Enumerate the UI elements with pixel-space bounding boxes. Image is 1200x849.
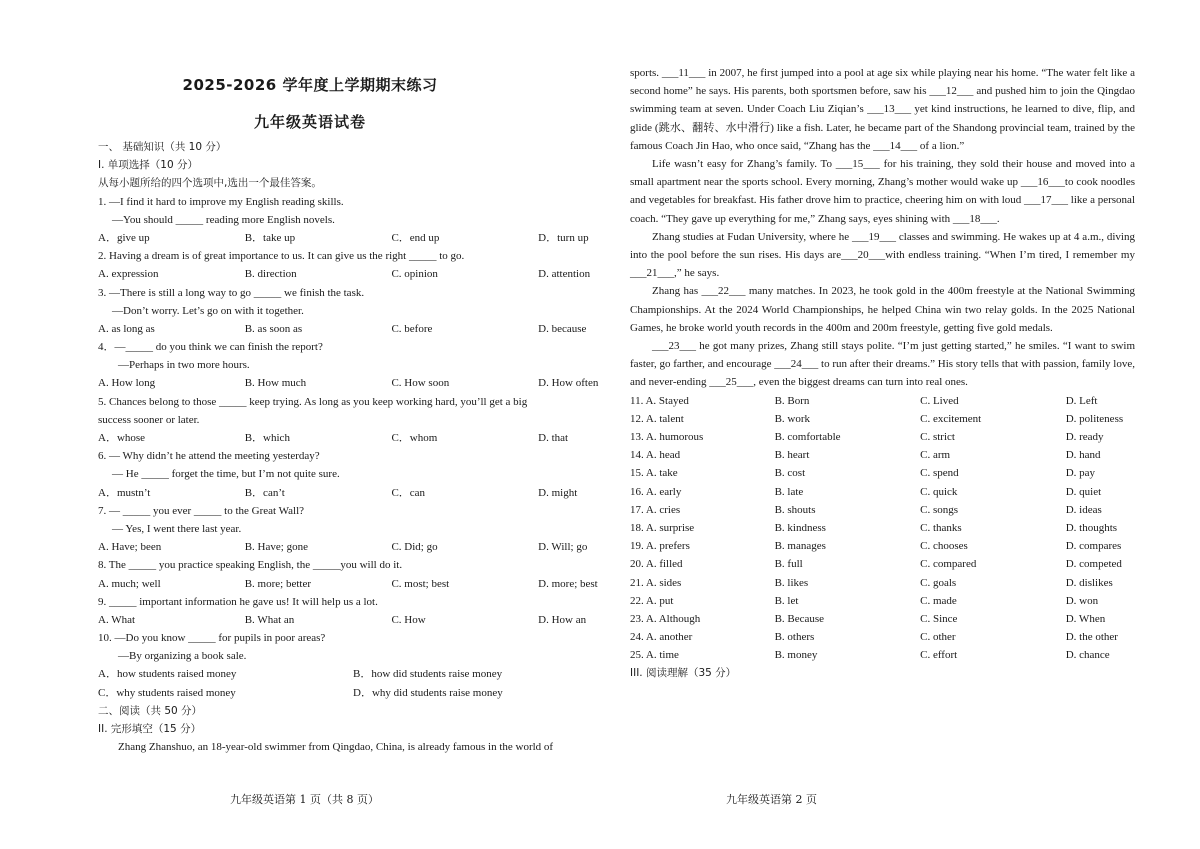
option-choice: D. might	[538, 486, 578, 499]
passage-paragraph: Zhang has ___22___ many matches. In 2023, he took gold in the 400m freestyle at the National Swimming Championships. At the 2024 World Championships, he helped China win two relay golds. In the 2025 National Games, he broke world youth records in the 400m and 200m freestyle, getting five gold medals.	[630, 285, 1135, 334]
answer-row	[630, 610, 1135, 628]
option-choice: C．end up	[391, 231, 440, 244]
option-choice: D. that	[538, 432, 569, 444]
passage-paragraph: Zhang studies at Fudan University, where he ___19___ classes and swimming. He wakes up at 4 a.m., diving into the pool before the sun rises. His days are___20___with endless training. “When I’m tired, I remember my ___21___,” he says.	[630, 230, 1135, 280]
answer-choice: 22. A. put	[630, 594, 674, 607]
answer-choice: D. thoughts	[1065, 521, 1118, 534]
question-line: 10. —Do you know _____ for pupils in poor areas?	[98, 632, 326, 645]
answer-choice: D. politeness	[1065, 412, 1124, 425]
cloze-answer-options	[630, 392, 1135, 665]
option-row	[98, 484, 608, 502]
answer-choice: B. let	[774, 594, 799, 607]
option-row	[98, 320, 608, 338]
question-line: —By organizing a book sale.	[118, 650, 247, 663]
answer-choice: 14. A. head	[630, 449, 681, 462]
answer-choice: B. cost	[774, 467, 806, 480]
option-row	[98, 265, 608, 283]
answer-choice: C. spend	[920, 467, 959, 480]
answer-row	[630, 428, 1135, 446]
answer-row	[630, 392, 1135, 410]
option-row	[98, 374, 608, 392]
answer-choice: 18. A. surprise	[630, 521, 695, 534]
answer-choice: D. hand	[1065, 449, 1101, 462]
answer-row	[630, 519, 1135, 537]
passage-paragraph: Life wasn’t easy for Zhang’s family. To ___15___ for his training, they sold their house and moved into a small apartment near the sports school. Every morning, Zhang’s mother would wake up ___16___to cook noodles and vegetables for breakfast. His father drove him to practice, cheering him on with loud ___17___ like a personal coach. “They gave up everything for me,” Zhang says, eyes shining with ___18___.	[630, 158, 1135, 225]
option-choice: D. because	[538, 322, 587, 335]
passage-paragraph: sports. ___11___ in 2007, he first jumped into a pool at age six while playing near his home. “The water felt like a second home” he says. His parents, both sportsmen before, saw his ___12___ and pushed him to join the Qingdao swimming team at seven. Under Coach Liu Ziqian’s ___13___ yet kind instructions, he learned to dive, flip, and glide (跳水、翻转、水中滑行) like a fish. Later, he became part of the Shandong provincial team, trained by the famous Coach Jin Hao, who once said, “Zhang has the ___14___ of a lion.”	[630, 67, 1135, 152]
page2-footer: 九年级英语第 2 页	[726, 793, 817, 806]
option-choice: B．how did students raise money	[353, 668, 503, 681]
option-choice: B. Have; gone	[244, 541, 308, 554]
answer-choice: 15. A. take	[630, 467, 678, 480]
answer-choice: B. money	[774, 649, 818, 662]
option-choice: A．whose	[98, 432, 146, 444]
answer-choice: C. thanks	[920, 521, 962, 534]
question-line: 7. — _____ you ever _____ to the Great Wall?	[98, 504, 305, 517]
exam-page-2	[620, 0, 1200, 849]
option-choice: C．why students raised money	[98, 686, 236, 699]
option-row	[98, 575, 608, 593]
option-choice: D. more; best	[538, 577, 598, 590]
question-line: success sooner or later.	[98, 413, 200, 426]
option-row	[98, 665, 608, 683]
option-choice: B. What an	[244, 613, 295, 626]
answer-choice: D. compares	[1065, 540, 1122, 553]
answer-row	[630, 592, 1135, 610]
section-heading: 一、 基础知识（共 10 分）	[98, 141, 227, 153]
answer-choice: B. Because	[774, 612, 825, 625]
option-choice: C．whom	[391, 432, 438, 444]
answer-choice: C. other	[920, 631, 956, 644]
option-choice: A. How long	[98, 377, 156, 390]
question-line: 1. —I find it hard to improve my English reading skills.	[98, 195, 344, 208]
option-choice: A. Have; been	[98, 541, 162, 554]
option-choice: B. as soon as	[244, 322, 303, 335]
option-row	[98, 538, 608, 556]
question-line: 5. Chances belong to those _____ keep trying. As long as you keep working hard, you’ll get a big	[98, 395, 528, 408]
exam-title: 2025-2026 学年度上学期期末练习	[182, 76, 438, 94]
answer-row	[630, 501, 1135, 519]
question-line: 3. —There is still a long way to go _____ we finish the task.	[98, 286, 365, 299]
answer-choice: 12. A. talent	[630, 412, 684, 425]
answer-choice: D. competed	[1065, 558, 1122, 571]
answer-choice: 23. A. Although	[630, 612, 701, 625]
answer-row	[630, 555, 1135, 573]
option-choice: C．can	[391, 486, 426, 499]
option-choice: B. more; better	[244, 577, 312, 590]
question-line: Zhang Zhanshuo, an 18-year-old swimmer from Qingdao, China, is already famous in the world of	[118, 741, 554, 754]
answer-choice: 20. A. filled	[630, 558, 683, 571]
answer-choice: 16. A. early	[630, 485, 682, 498]
answer-choice: C. songs	[920, 503, 959, 516]
question-line: 2. Having a dream is of great importance to us. It can give us the right _____ to go.	[98, 250, 465, 263]
option-row	[98, 229, 608, 247]
answer-choice: D. ideas	[1065, 503, 1102, 516]
answer-choice: 17. A. cries	[630, 503, 681, 516]
section-reading-comprehension: III. 阅读理解（35 分）	[630, 667, 737, 680]
question-line: —You should _____ reading more English novels.	[112, 213, 335, 226]
question-line: — Yes, I went there last year.	[112, 522, 242, 535]
answer-choice: 11. A. Stayed	[630, 394, 689, 407]
option-choice: D. attention	[538, 268, 591, 281]
option-choice: C. How	[391, 613, 426, 626]
cloze-passage	[630, 64, 1135, 392]
question-line: —Don’t worry. Let’s go on with it together.	[112, 304, 304, 317]
page1-content	[98, 138, 608, 756]
answer-choice: C. Since	[920, 612, 958, 625]
option-choice: C. opinion	[391, 268, 438, 281]
question-line: — He _____ forget the time, but I’m not quite sure.	[112, 468, 340, 481]
answer-choice: C. chooses	[920, 540, 968, 553]
answer-choice: 24. A. another	[630, 631, 693, 644]
section-heading: 二、阅读（共 50 分）	[98, 704, 203, 717]
answer-choice: B. late	[774, 485, 804, 498]
answer-choice: C. arm	[920, 449, 951, 462]
answer-row	[630, 574, 1135, 592]
answer-choice: B. kindness	[774, 521, 826, 534]
answer-choice: C. quick	[920, 485, 958, 498]
option-choice: A. much; well	[98, 577, 161, 590]
answer-choice: C. made	[920, 594, 957, 607]
answer-choice: 19. A. prefers	[630, 540, 690, 553]
option-row	[98, 684, 608, 702]
answer-choice: B. shouts	[774, 503, 816, 516]
answer-choice: C. strict	[920, 431, 955, 444]
option-choice: C. before	[391, 322, 433, 335]
option-choice: D. Will; go	[538, 541, 588, 554]
answer-choice: D. ready	[1065, 431, 1104, 444]
answer-choice: D. the other	[1065, 631, 1118, 644]
answer-row	[630, 410, 1135, 428]
option-row	[98, 611, 608, 629]
passage-paragraph: ___23___ he got many prizes, Zhang still stays polite. “I’m just getting started,” he smiles. “I want to swim faster, go farther, and encourage ___24___ to run after their dreams.” His story tells that with passion, family love, and never-ending ___25___, even the biggest dreams can turn into real ones.	[630, 340, 1135, 389]
option-choice: C. most; best	[391, 577, 450, 590]
answer-row	[630, 537, 1135, 555]
answer-row	[630, 483, 1135, 501]
answer-choice: B. others	[774, 631, 815, 644]
answer-choice: B. manages	[774, 540, 826, 553]
option-choice: A. What	[98, 613, 136, 626]
option-choice: C. Did; go	[391, 541, 438, 554]
section-heading: 从每小题所给的四个选项中,选出一个最佳答案。	[98, 177, 322, 190]
option-choice: D. How often	[538, 377, 599, 390]
answer-choice: 25. A. time	[630, 649, 679, 662]
option-choice: D．why did students raise money	[353, 686, 503, 699]
answer-row	[630, 628, 1135, 646]
answer-choice: D. won	[1065, 594, 1099, 607]
section-heading: I. 单项选择（10 分）	[98, 159, 198, 172]
option-row	[98, 429, 608, 447]
answer-choice: D. chance	[1065, 649, 1110, 662]
exam-subtitle: 九年级英语试卷	[253, 113, 366, 131]
option-choice: A. as long as	[98, 322, 155, 335]
answer-choice: B. Born	[774, 394, 810, 407]
answer-choice: C. effort	[920, 649, 958, 662]
section-heading: II. 完形填空（15 分）	[98, 723, 202, 735]
option-choice: B．which	[244, 432, 290, 444]
question-line: 4．—_____ do you think we can finish the report?	[98, 341, 323, 354]
question-line: —Perhaps in two more hours.	[118, 359, 250, 372]
answer-row	[630, 446, 1135, 464]
option-choice: A．mustn’t	[98, 486, 151, 499]
answer-choice: D. dislikes	[1065, 576, 1113, 589]
answer-choice: 21. A. sides	[630, 576, 682, 589]
answer-choice: D. quiet	[1065, 485, 1102, 498]
answer-choice: B. work	[774, 412, 811, 425]
option-choice: A．give up	[98, 231, 150, 244]
answer-row	[630, 646, 1135, 664]
question-line: 6. — Why didn’t he attend the meeting yesterday?	[98, 450, 320, 463]
option-choice: A. expression	[98, 268, 159, 281]
answer-choice: C. excitement	[920, 412, 982, 425]
answer-choice: D. Left	[1065, 394, 1098, 407]
answer-choice: C. goals	[920, 576, 957, 589]
answer-choice: 13. A. humorous	[630, 431, 704, 444]
option-choice: D．turn up	[538, 231, 589, 244]
page2-content	[630, 64, 1135, 683]
question-line: 9. _____ important information he gave us! It will help us a lot.	[98, 595, 378, 608]
answer-choice: B. full	[774, 558, 803, 571]
answer-choice: D. pay	[1065, 467, 1096, 480]
question-line: 8. The _____ you practice speaking English, the _____you will do it.	[98, 559, 403, 572]
answer-choice: B. heart	[774, 449, 810, 462]
answer-row	[630, 464, 1135, 482]
page1-footer: 九年级英语第 1 页（共 8 页）	[230, 793, 379, 806]
option-choice: B. direction	[244, 268, 297, 281]
option-choice: A．how students raised money	[98, 668, 237, 681]
option-choice: D. How an	[538, 613, 587, 626]
option-choice: B．can’t	[244, 486, 285, 499]
answer-choice: B. comfortable	[774, 431, 841, 444]
answer-choice: D. When	[1065, 612, 1106, 625]
answer-choice: C. compared	[920, 558, 977, 571]
answer-choice: B. likes	[774, 576, 809, 589]
option-choice: B. How much	[244, 377, 307, 390]
answer-choice: C. Lived	[920, 394, 959, 407]
option-choice: C. How soon	[391, 377, 450, 390]
option-choice: B．take up	[244, 231, 296, 244]
